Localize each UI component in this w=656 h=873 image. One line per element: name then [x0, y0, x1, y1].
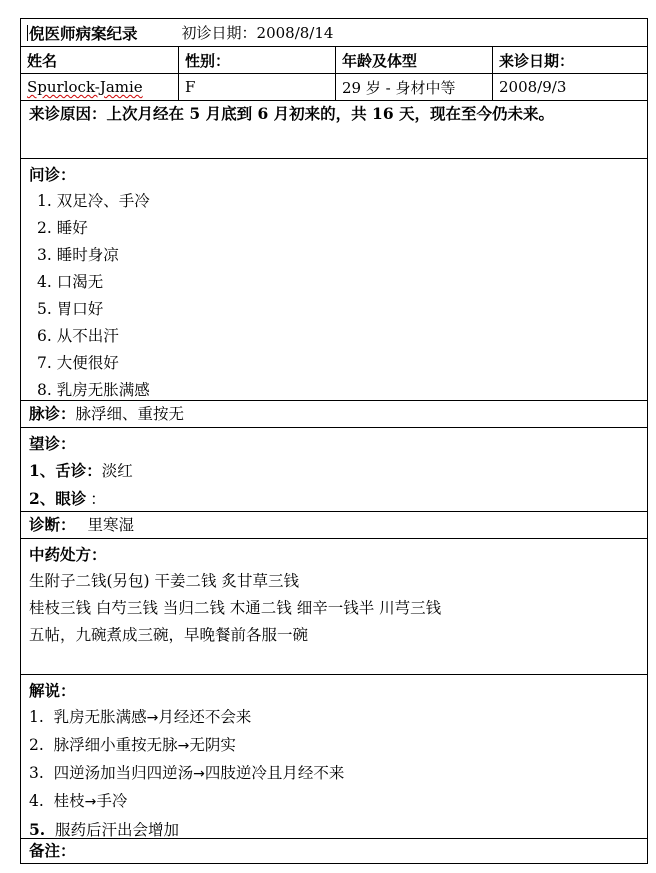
- explanation-title: 解说：: [29, 681, 76, 700]
- explanation-text: 服药后汗出会增加: [55, 821, 180, 839]
- first-visit-date: 2008/8/14: [256, 23, 334, 42]
- inquiry-item: 2. 睡好: [37, 219, 88, 237]
- explanation-item: [21, 732, 647, 760]
- patient-name: Spurlock-Jamie: [27, 78, 143, 96]
- prescription-line: 五帖，九碗煮成三碗，早晚餐前各服一碗: [29, 626, 309, 644]
- explanation-item: [21, 704, 647, 732]
- explanation-number: 2.: [29, 736, 44, 754]
- patient-visit-date: 2008/9/3: [492, 74, 647, 100]
- inquiry-item: 4. 口渴无: [37, 273, 104, 291]
- inquiry-item: 1. 双足冷、手冷: [37, 192, 150, 210]
- explanation-effect: 无阴实: [189, 736, 236, 754]
- eye-value: ：: [90, 490, 106, 508]
- explanation-number: 4.: [29, 792, 44, 810]
- reason-section: [20, 100, 648, 158]
- name-column-label: 姓名: [27, 51, 58, 70]
- patient-columns-header: [20, 46, 648, 73]
- medical-record-form: [20, 18, 648, 864]
- inquiry-item: 6. 从不出汗: [37, 327, 119, 345]
- diagnosis-label: 诊断：: [29, 515, 76, 534]
- visit-date-column-label: 来诊日期：: [492, 47, 647, 73]
- diagnosis-value: 里寒湿: [87, 516, 135, 534]
- diagnosis-section: [20, 511, 648, 538]
- explanation-cause: 四逆汤加当归四逆汤: [53, 764, 194, 782]
- record-title: 倪医师病案纪录: [29, 23, 138, 43]
- explanation-cause: 乳房无胀满感: [53, 708, 147, 726]
- right-arrow-icon: →: [84, 794, 97, 810]
- tongue-value: 淡红: [101, 462, 133, 480]
- inquiry-item: 8. 乳房无胀满感: [37, 381, 150, 399]
- tongue-label: 1、舌诊：: [29, 461, 102, 480]
- explanation-number: 5.: [29, 820, 46, 839]
- pulse-section: [20, 400, 648, 427]
- explanation-effect: 月经还不会来: [158, 708, 252, 726]
- observation-section: [20, 427, 648, 511]
- right-arrow-icon: →: [177, 738, 190, 754]
- record-header: [20, 18, 648, 46]
- diagnosis-line: [21, 512, 647, 538]
- observation-title: 望诊：: [29, 434, 76, 453]
- text-cursor: [27, 25, 28, 41]
- explanation-cause: 桂枝: [53, 792, 85, 810]
- eye-line: [21, 485, 647, 513]
- prescription-line: 桂枝三钱 白芍三钱 当归二钱 木通二钱 细辛一钱半 川芎三钱: [29, 599, 442, 617]
- explanation-number: 1.: [29, 708, 44, 726]
- tongue-line: [21, 457, 647, 485]
- inquiry-item: 3. 睡时身凉: [37, 246, 119, 264]
- prescription-title: 中药处方：: [29, 545, 107, 564]
- eye-label: 2、眼诊: [29, 489, 87, 508]
- explanation-section: [20, 674, 648, 838]
- visit-reason: 来诊原因：上次月经在 5 月底到 6 月初来的，共 16 天，现在至今仍未来。: [29, 104, 555, 123]
- gender-column-label: 性别：: [178, 47, 335, 73]
- patient-info-row: [20, 73, 648, 100]
- first-visit-label: 初诊日期：: [181, 24, 257, 42]
- pulse-value: 脉浮细、重按无: [75, 405, 185, 423]
- explanation-cause: 脉浮细小重按无脉: [53, 736, 178, 754]
- inquiry-item: 5. 胃口好: [37, 300, 104, 318]
- pulse-label: 脉诊：: [29, 404, 76, 423]
- patient-name-cell: [21, 74, 178, 100]
- patient-gender: F: [178, 74, 335, 100]
- inquiry-title: 问诊：: [29, 165, 76, 184]
- right-arrow-icon: →: [146, 710, 159, 726]
- explanation-item: [21, 788, 647, 816]
- age-column-label: 年龄及体型: [335, 47, 492, 73]
- explanation-effect: 手冷: [96, 792, 128, 810]
- patient-age-body: 29 岁 - 身材中等: [335, 74, 492, 100]
- explanation-item: [21, 760, 647, 788]
- inquiry-section: [20, 158, 648, 400]
- prescription-line: 生附子二钱(另包) 干姜二钱 炙甘草三钱: [29, 572, 299, 590]
- prescription-section: [20, 538, 648, 674]
- pulse-line: [21, 401, 647, 427]
- right-arrow-icon: →: [193, 766, 205, 782]
- explanation-effect: 四肢逆冷且月经不来: [204, 764, 345, 782]
- explanation-number: 3.: [29, 764, 44, 782]
- remarks-label: 备注：: [29, 841, 76, 860]
- inquiry-item: 7. 大便很好: [37, 354, 119, 372]
